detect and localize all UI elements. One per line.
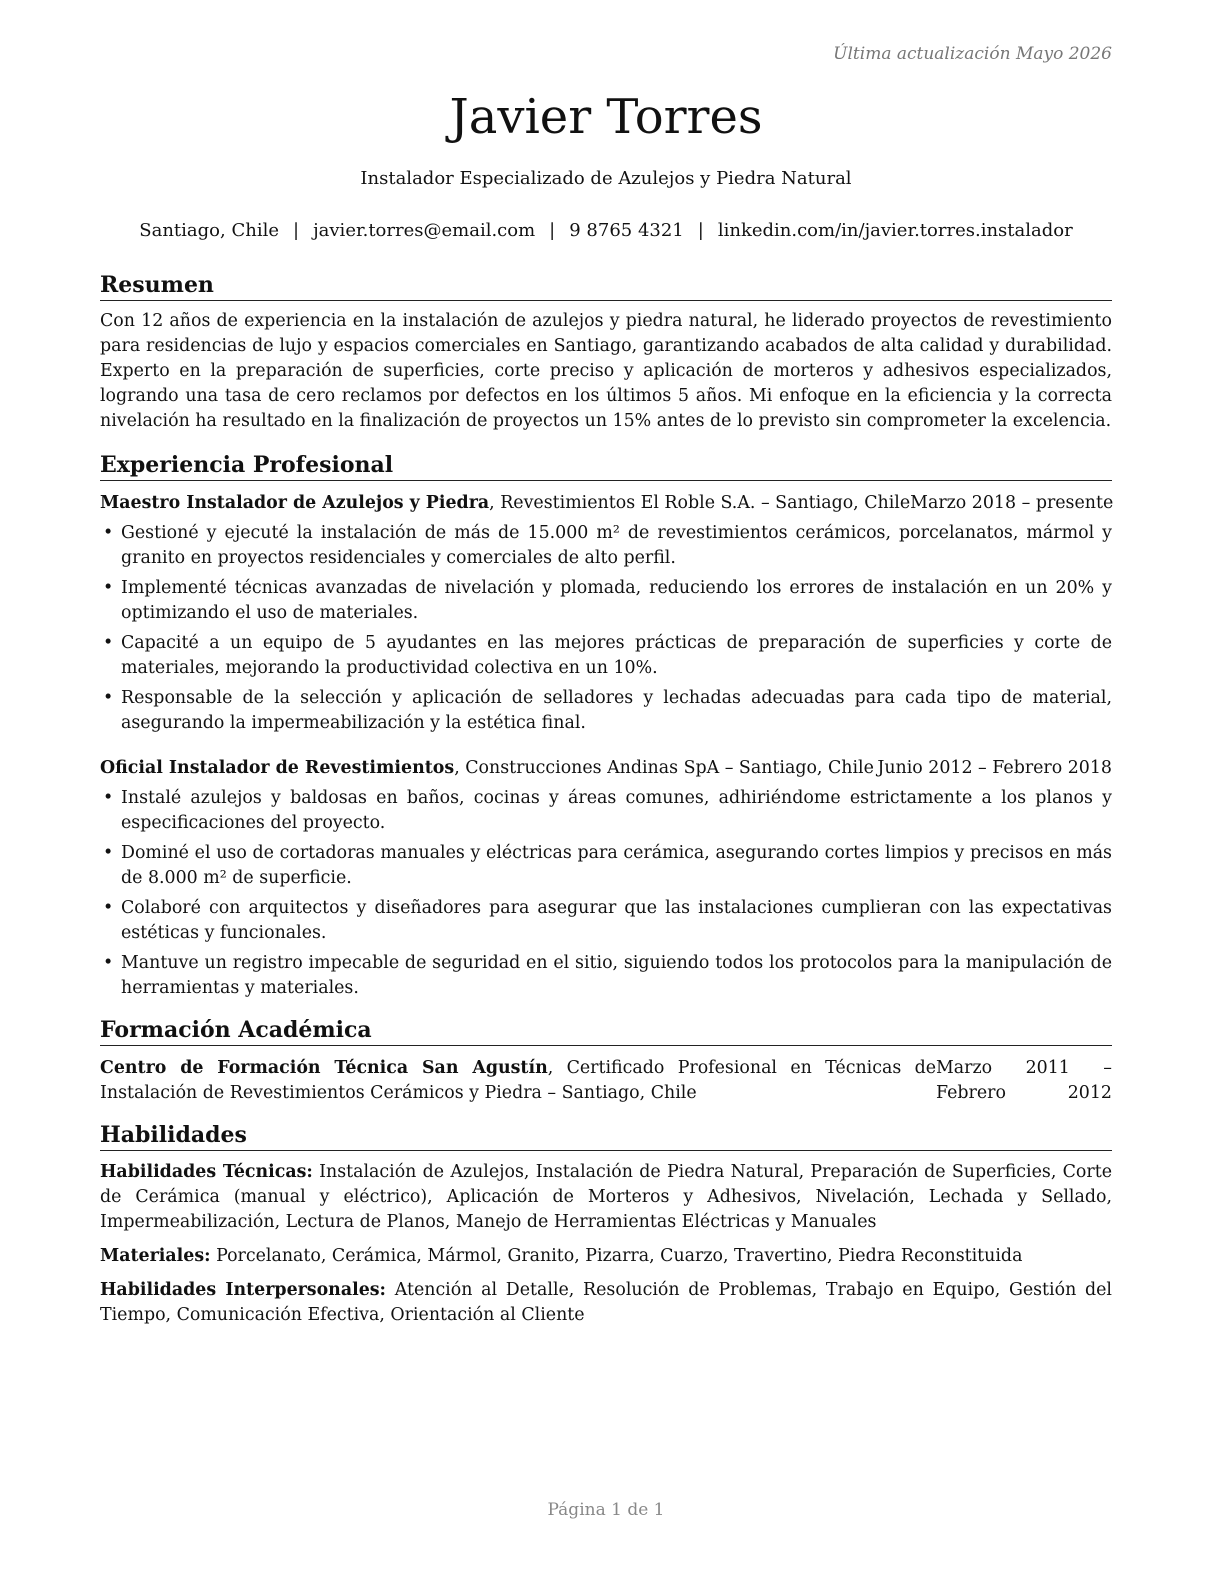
- job-dates: Junio 2012 – Febrero 2018: [877, 758, 1112, 778]
- bullet-icon: •: [103, 898, 114, 918]
- page-number: Página 1 de 1: [547, 1500, 665, 1520]
- job-role: Oficial Instalador de Revestimientos: [100, 758, 455, 778]
- skill-text: Atención al Detalle, Resolución de Problemas, Trabajo en Equipo, Gestión del Tiempo, Comunicación Efectiva, Orientación al Cliente: [100, 1280, 1112, 1325]
- skill-label: Habilidades Interpersonales:: [100, 1280, 386, 1300]
- education-dates: Marzo 2011 – Febrero 2012: [936, 1058, 1112, 1103]
- last-updated: Última actualización Mayo 2026: [833, 44, 1112, 64]
- contact-separator: |: [697, 220, 704, 241]
- resume-page: [100, 0, 1112, 1584]
- bullet-icon: •: [103, 953, 114, 973]
- contact-email[interactable]: javier.torres@email.com: [313, 220, 536, 241]
- bullet-icon: •: [103, 688, 114, 708]
- contact-separator: |: [549, 220, 556, 241]
- bullet-icon: •: [103, 578, 114, 598]
- job-entry: [100, 756, 1112, 1001]
- job-entry: [100, 491, 1112, 736]
- job-dates: Marzo 2018 – presente: [910, 493, 1114, 513]
- skill-group: [100, 1244, 1112, 1269]
- education-text: [100, 1056, 936, 1106]
- skill-text: Porcelanato, Cerámica, Mármol, Granito, Pizarra, Cuarzo, Travertino, Piedra Reconstituida: [210, 1246, 1023, 1266]
- candidate-name: Javier Torres: [449, 89, 763, 145]
- resume-content: [100, 270, 1112, 1328]
- job-company: , Revestimientos El Roble S.A. – Santiago, Chile: [489, 493, 911, 513]
- job-header: [100, 756, 1112, 781]
- contact-linkedin[interactable]: linkedin.com/in/javier.torres.instalador: [717, 220, 1073, 241]
- bullet-icon: •: [103, 523, 114, 543]
- skill-text: Instalación de Azulejos, Instalación de Piedra Natural, Preparación de Superficies, Corte de Cerámica (manual y eléctrico), Aplicación de Morteros y Adhesivos, Nivelación, Lechada y Sellado, Impermeabilización, Lectura de Planos, Manejo de Herramientas Eléctricas y Manuales: [100, 1162, 1112, 1232]
- contact-separator: |: [293, 220, 300, 241]
- summary-title: Resumen: [100, 270, 1112, 301]
- bullet-icon: •: [103, 843, 114, 863]
- education-section: [100, 1015, 1112, 1106]
- job-bullets: [100, 786, 1112, 1001]
- skills-section: [100, 1120, 1112, 1328]
- education-institution: Centro de Formación Técnica San Agustín: [100, 1058, 548, 1078]
- skill-group: [100, 1278, 1112, 1328]
- skill-group: [100, 1160, 1112, 1235]
- bullet-icon: •: [103, 788, 114, 808]
- list-item: • Instalé azulejos y baldosas en baños, cocinas y áreas comunes, adhiriéndome estrictamente a los planos y especificaciones del proyecto.: [103, 788, 1112, 833]
- list-item: • Mantuve un registro impecable de seguridad en el sitio, siguiendo todos los protocolos para la manipulación de herramientas y materiales.: [103, 953, 1112, 998]
- list-item: • Responsable de la selección y aplicación de selladores y lechadas adecuadas para cada tipo de material, asegurando la impermeabilización y la estética final.: [103, 688, 1112, 733]
- list-item: • Dominé el uso de cortadoras manuales y eléctricas para cerámica, asegurando cortes limpios y precisos en más de 8.000 m² de superficie.: [103, 843, 1112, 888]
- headline: Instalador Especializado de Azulejos y Piedra Natural: [360, 168, 852, 189]
- education-program: , Certificado Profesional en Técnicas de Instalación de Revestimientos Cerámicos y Piedra – Santiago, Chile: [100, 1058, 937, 1103]
- experience-title: Experiencia Profesional: [100, 450, 1112, 481]
- list-item: • Capacité a un equipo de 5 ayudantes en las mejores prácticas de preparación de superficies y corte de materiales, mejorando la productividad colectiva en un 10%.: [103, 633, 1112, 678]
- education-entry: [100, 1056, 1112, 1106]
- job-bullets: [100, 521, 1112, 736]
- education-title: Formación Académica: [100, 1015, 1112, 1046]
- job-company: , Construcciones Andinas SpA – Santiago, Chile: [454, 758, 874, 778]
- bullet-icon: •: [103, 633, 114, 653]
- list-item: • Implementé técnicas avanzadas de nivelación y plomada, reduciendo los errores de instalación en un 20% y optimizando el uso de materiales.: [103, 578, 1112, 623]
- skills-title: Habilidades: [100, 1120, 1112, 1151]
- job-role: Maestro Instalador de Azulejos y Piedra: [100, 493, 490, 513]
- skill-label: Materiales:: [100, 1246, 211, 1266]
- contact-location: Santiago, Chile: [139, 220, 279, 241]
- contact-line: [100, 220, 1112, 241]
- summary-section: [100, 270, 1112, 434]
- list-item: • Colaboré con arquitectos y diseñadores para asegurar que las instalaciones cumplieran con las expectativas estéticas y funcionales.: [103, 898, 1112, 943]
- summary-text: Con 12 años de experiencia en la instalación de azulejos y piedra natural, he liderado proyectos de revestimiento para residencias de lujo y espacios comerciales en Santiago, garantizando acabados de alta calidad y durabilidad. Experto en la preparación de superficies, corte preciso y aplicación de morteros y adhesivos especializados, logrando una tasa de cero reclamos por defectos en los últimos 5 años. Mi enfoque en la eficiencia y la correcta nivelación ha resultado en la finalización de proyectos un 15% antes de lo previsto sin comprometer la excelencia.: [100, 311, 1112, 431]
- job-header: [100, 491, 1112, 516]
- contact-phone: 9 8765 4321: [569, 220, 684, 241]
- list-item: • Gestioné y ejecuté la instalación de más de 15.000 m² de revestimientos cerámicos, porcelanatos, mármol y granito en proyectos residenciales y comerciales de alto perfil.: [103, 523, 1112, 568]
- skill-label: Habilidades Técnicas:: [100, 1162, 313, 1182]
- experience-section: [100, 450, 1112, 1001]
